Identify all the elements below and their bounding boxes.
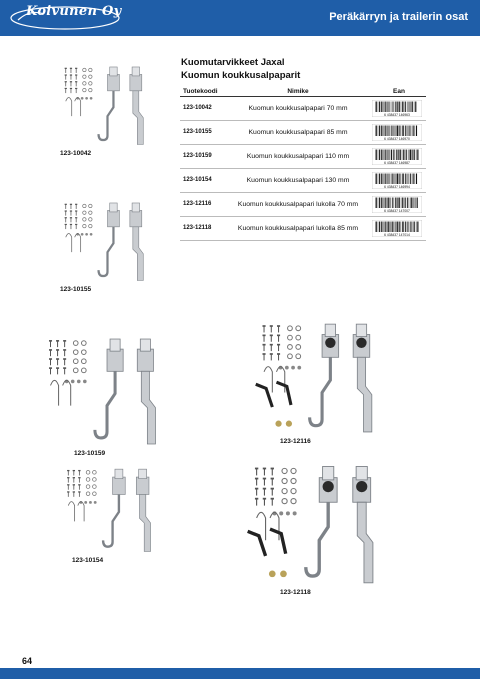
header-ean: Ean — [372, 87, 426, 96]
latch-pair-kit-icon — [36, 200, 176, 282]
product-label: 123-10155 — [60, 286, 92, 293]
table-header-row — [180, 87, 426, 96]
ean-number: 6 438437 146963 — [384, 112, 410, 117]
product-label: 123-12116 — [280, 438, 311, 445]
product-name: Kuomun koukkusalpapari 130 mm — [224, 168, 372, 192]
table-row — [180, 120, 426, 144]
product-name: Kuomun koukkusalpapari 110 mm — [224, 144, 372, 168]
product-code: 123-10159 — [180, 144, 224, 168]
barcode-icon — [372, 124, 422, 141]
table-row — [180, 144, 426, 168]
product-code: 123-12116 — [180, 192, 224, 216]
ean-cell — [372, 168, 426, 192]
barcode-icon — [372, 220, 422, 237]
barcode-icon — [372, 100, 422, 117]
ean-cell — [372, 192, 426, 216]
product-name: Kuomun koukkusalpapari 70 mm — [224, 96, 372, 120]
product-label: 123-10154 — [72, 557, 104, 564]
header-code: Tuotekoodi — [180, 87, 224, 96]
ean-number: 6 438437 146970 — [384, 136, 410, 141]
product-label: 123-10042 — [60, 150, 92, 157]
ean-cell — [372, 96, 426, 120]
product-name: Kuomun koukkusalpapari lukolla 70 mm — [224, 192, 372, 216]
locking-latch-pair-kit-icon — [220, 320, 420, 434]
ean-number: 6 438437 147014 — [384, 232, 410, 237]
ean-number: 6 438437 146987 — [384, 160, 410, 165]
table-row — [180, 192, 426, 216]
ean-cell — [372, 144, 426, 168]
product-code: 123-10155 — [180, 120, 224, 144]
barcode-icon — [372, 196, 422, 213]
product-label: 123-10159 — [74, 450, 106, 457]
barcode-icon — [372, 148, 422, 165]
product-label: 123-12118 — [280, 589, 311, 596]
header-name: Nimike — [224, 87, 372, 96]
barcode-icon — [372, 172, 422, 189]
product-table — [180, 87, 426, 241]
locking-latch-pair-kit-icon — [222, 462, 412, 585]
latch-pair-kit-icon — [36, 64, 176, 146]
table-row — [180, 216, 426, 240]
latch-pair-kit-icon — [36, 466, 186, 553]
section-title-line2: Kuomun koukkusalpaparit — [181, 70, 301, 81]
ean-cell — [372, 216, 426, 240]
ean-number: 6 438437 146994 — [384, 184, 410, 189]
page-section-title: Peräkärryn ja trailerin osat — [329, 11, 468, 23]
product-name: Kuomun koukkusalpapari 85 mm — [224, 120, 372, 144]
product-name: Kuomun koukkusalpapari lukolla 85 mm — [224, 216, 372, 240]
product-code: 123-10042 — [180, 96, 224, 120]
section-heading — [181, 56, 300, 82]
footer-bar — [0, 668, 480, 679]
section-title-line1: Kuomutarvikkeet Jaxal — [181, 57, 285, 68]
ean-number: 6 438437 147007 — [384, 208, 410, 213]
table-row — [180, 96, 426, 120]
table-row — [180, 168, 426, 192]
ean-cell — [372, 120, 426, 144]
latch-pair-kit-icon — [30, 335, 180, 446]
page-header — [0, 0, 480, 36]
page-number: 64 — [22, 656, 33, 666]
product-code: 123-10154 — [180, 168, 224, 192]
logo-text: Koivunen Oy — [26, 4, 122, 19]
product-code: 123-12118 — [180, 216, 224, 240]
